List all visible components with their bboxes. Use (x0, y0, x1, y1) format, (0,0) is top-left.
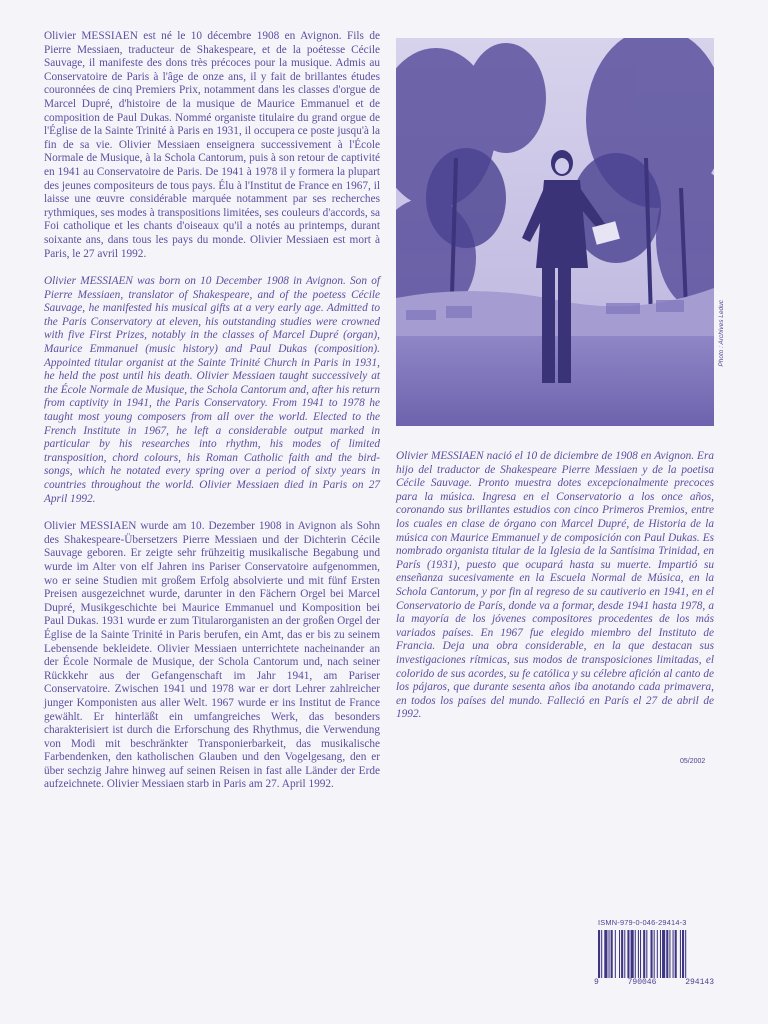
barcode-bar (651, 930, 653, 978)
barcode-bar (615, 930, 616, 978)
barcode-bar (654, 930, 655, 978)
barcode-bar (640, 930, 641, 978)
barcode-digit-group-2: 294143 (685, 978, 714, 987)
barcode-bar (598, 930, 600, 978)
barcode-bar (635, 930, 636, 978)
barcode-bar (662, 930, 665, 978)
bio-spanish: Olivier MESSIAEN nació el 10 de diciembre de 1908 en Avignon. Era hijo del traductor de Shakespeare Pierre Messiaen y de la poetisa Cécile Sauvage. Pronto muestra dotes excepcionalmente precoces para la música. Ingresa en el Conservatorio a los once años, coronando sus brillantes estudios con cinco Primeros Premios, entre los cuales en clase de órgano con Marcel Dupré, de Historia de la música con Maurice Emmanuel y de composición con Paul Dukas. Es nombrado organista titular de la Iglesia de la Santísima Trinidad, en París (1931), puesto que ocupará hasta su muerte. Impartió su enseñanza sucesivamente en la Escuela Normal de Música, en la Schola Cantorum, y por fin al regreso de su cautiverio en 1941, en el Conservatorio de París, donde va a formar, desde 1941 hasta 1978, a la mayoría de los jóvenes compositores procedentes de los más variados países. En 1967 fue elegido miembro del Instituto de Francia. Deja una obra considerable, en la que destacan sus investigaciones rítmicas, sus modos de transposiciones limitadas, el colorido de sus acordes, su fe católica y su célebre afición al canto de los pájaros, que durante sesenta años iba anotando cada primavera, en todos los países del mundo. Falleció en París el 27 de abril de 1992. (396, 450, 714, 721)
bio-english: Olivier MESSIAEN was born on 10 December 1908 in Avignon. Son of Pierre Messiaen, translator of Shakespeare, and of the poetess Cécile Sauvage, he manifested his musical gifts at a very early age. Admitted to the Paris Conservatory at eleven, his outstanding studies were crowned with five First Prizes, notably in the classes of Marcel Dupré (organ), Maurice Emmanuel (music history) and Paul Dukas (composition). Appointed titular organist at the Sainte Trinité Church in Paris in 1931, he held the post until his death. Olivier Messiaen taught successively at the École Normale de Musique, the Schola Cantorum and, after his return from captivity in 1941, the Paris Conservatory. From 1941 to 1978 he taught most young composers from all over the world. Elected to the French Institute in 1967, he left a considerable output marked in particular by his researches into rhythm, his modes of limited transposition, chord colours, his Roman Catholic faith and the bird-songs, which he notated every spring over a period of sixty years in countries throughout the world. Olivier Messiaen died in Paris on 27 April 1992. (44, 275, 380, 505)
ismn-label: ISMN-979-0-046-29414-3 (598, 918, 687, 927)
barcode-bar (669, 930, 670, 978)
barcode-bar (660, 930, 661, 978)
barcode-bar (619, 930, 620, 978)
barcode-bar (646, 930, 647, 978)
barcode-bars (594, 930, 714, 978)
barcode-digit-lead: 9 (594, 978, 599, 987)
barcode-bar (621, 930, 623, 978)
barcode-bar (601, 930, 602, 978)
barcode (594, 918, 714, 994)
composer-photo (396, 38, 714, 426)
bio-french: Olivier MESSIAEN est né le 10 décembre 1908 en Avignon. Fils de Pierre Messiaen, traducteur de Shakespeare, et de la poétesse Cécile Sauvage, il manifeste des dons très précoces pour la musique. Admis au Conservatoire de Paris à l'âge de onze ans, il y fait de brillantes études couronnées de cinq Premiers Prix, notamment dans les classes d'orgue de Marcel Dupré, d'histoire de la musique de Maurice Emmanuel et de composition de Paul Dukas. Nommé organiste titulaire du grand orgue de l'Église de la Sainte Trinité à Paris en 1931, il occupera ce poste jusqu'à la fin de sa vie. Olivier Messiaen enseignera successivement à l'École Normale de Musique, à la Schola Cantorum, puis à son retour de captivité en 1941 au Conservatoire de Paris. De 1941 à 1978 il y formera la plupart des jeunes compositeurs de tous pays. Élu à l'Institut de France en 1967, il laisse une œuvre considérable marquée notamment par ses recherches rythmiques, ses modes à transpositions limitées, ses couleurs d'accords, sa Foi catholique et les chants d'oiseaux qu'il a notés au printemps, durant soixante ans, dans tous les pays du monde. Olivier Messiaen est mort à Paris, le 27 avril 1992. (44, 30, 380, 260)
barcode-bar (604, 930, 607, 978)
barcode-bar (657, 930, 658, 978)
barcode-bar (609, 930, 610, 978)
barcode-bar (627, 930, 629, 978)
barcode-bar (643, 930, 645, 978)
photo-credit: Photo : Archives Leduc (718, 300, 725, 367)
barcode-digits (594, 978, 714, 987)
left-column (44, 30, 380, 806)
barcode-bar (624, 930, 625, 978)
barcode-bar (680, 930, 681, 978)
date-code: 05/2002 (680, 758, 706, 765)
barcode-bar (682, 930, 684, 978)
barcode-bar (673, 930, 674, 978)
barcode-bar (611, 930, 613, 978)
barcode-bar (631, 930, 634, 978)
barcode-bar (666, 930, 668, 978)
bio-german: Olivier MESSIAEN wurde am 10. Dezember 1908 in Avignon als Sohn des Shakespeare-Übersetzers Pierre Messiaen und der Dichterin Cécile Sauvage geboren. Er zeigte sehr frühzeitig musikalische Begabung und wurde im Alter von elf Jahren ins Pariser Conservatoire aufgenommen, wo er seine Studien mit großem Erfolg absolvierte und mit fünf Ersten Preisen ausgezeichnet wurde, darunter in den Fächern Orgel bei Marcel Dupré, Musikgeschichte bei Maurice Emmanuel und Komposition bei Paul Dukas. 1931 wurde er zum Titularorganisten an der großen Orgel der Église de la Sainte Trinité in Paris berufen, ein Amt, das er bis zu seinem Lebensende bekleidete. Olivier Messiaen unterrichtete nacheinander an der École Normale de Musique, der Schola Cantorum und, nach seiner Rückkehr aus der Gefangenschaft im Jahr 1941, am Pariser Conservatoire. Zwischen 1941 und 1978 war er dort Lehrer zahlreicher junger Komponisten aus aller Welt. 1967 wurde er ins Institut de France gewählt. Er hinterläßt ein umfangreiches Werk, das besonders charakterisiert ist durch die Erforschung des Rhythmus, die Verwendung von Modi mit beschränkter Transponierbarkeit, das musikalische Farbendenken, den katholischen Glauben und den Vogelgesang, den er über sechzig Jahre hinweg auf seinen Reisen in fast alle Länder der Erde aufzeichnete. Olivier Messiaen starb in Paris am 27. April 1992. (44, 520, 380, 791)
barcode-bar (675, 930, 677, 978)
right-column-text (396, 450, 714, 736)
barcode-bar (638, 930, 639, 978)
barcode-bar (685, 930, 686, 978)
barcode-digit-group-1: 790046 (627, 978, 657, 987)
